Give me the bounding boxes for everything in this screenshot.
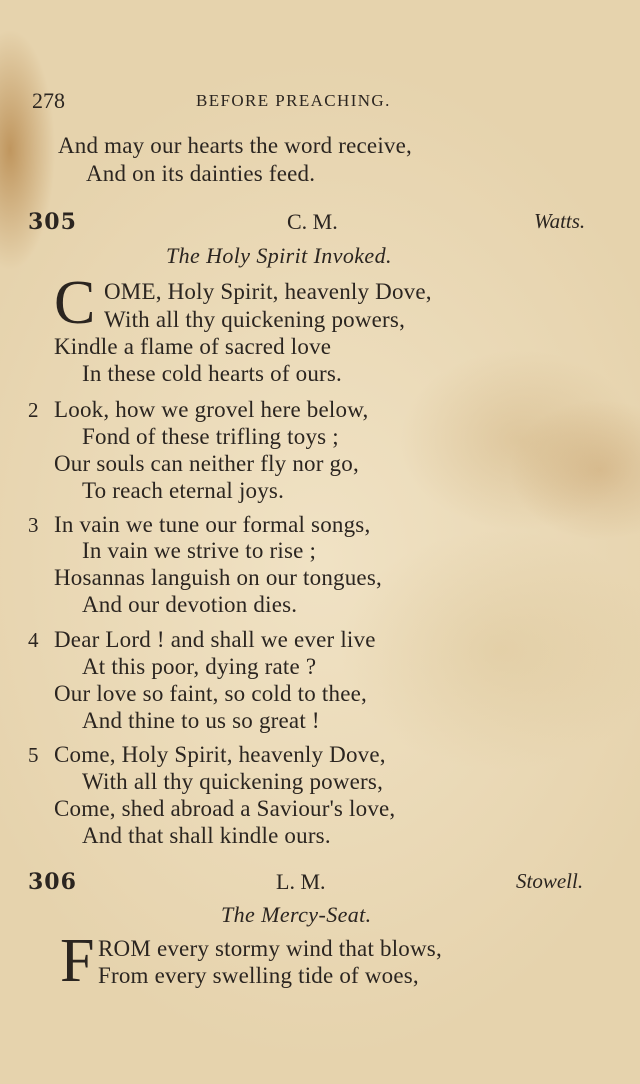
hymn-305-stanza-5-line-2: With all thy quickening powers,: [82, 769, 384, 794]
previous-hymn-line-1: And may our hearts the word receive,: [58, 133, 412, 158]
hymn-306-number: 306: [28, 869, 77, 895]
hymn-306-author: Stowell.: [516, 869, 584, 893]
hymn-305-stanza-1-line-4: In these cold hearts of ours.: [82, 361, 343, 386]
hymn-305-meter: C. M.: [287, 209, 338, 234]
hymn-305-drop-cap: C: [54, 269, 96, 337]
hymn-305-number: 305: [28, 209, 77, 235]
previous-hymn-line-2: And on its dainties feed.: [86, 161, 316, 186]
hymn-305-stanza-5-line-4: And that shall kindle ours.: [82, 823, 331, 848]
hymn-305-stanza-4-line-3: Our love so faint, so cold to thee,: [54, 681, 367, 706]
hymn-305-stanza-5-line-1: Come, Holy Spirit, heavenly Dove,: [54, 742, 386, 767]
hymn-305-stanza-2-line-3: Our souls can neither fly nor go,: [54, 451, 359, 476]
hymn-305-stanza-4-number: 4: [28, 628, 39, 652]
running-title: BEFORE PREACHING.: [196, 91, 391, 110]
hymn-305-stanza-5-line-3: Come, shed abroad a Saviour's love,: [54, 796, 396, 821]
hymn-305-author: Watts.: [534, 209, 586, 233]
hymn-306-title: The Mercy-Seat.: [221, 902, 372, 927]
hymn-305-stanza-3-line-1: In vain we tune our formal songs,: [54, 512, 371, 537]
running-head: [32, 88, 604, 118]
hymn-306-drop-cap: F: [60, 927, 95, 995]
hymn-305-stanza-1-line-1: OME, Holy Spirit, heavenly Dove,: [104, 279, 432, 304]
hymn-305-stanza-4-line-2: At this poor, dying rate ?: [82, 654, 317, 679]
hymn-306-stanza-1-line-1: ROM every stormy wind that blows,: [98, 936, 442, 961]
hymn-305-stanza-2-line-2: Fond of these trifling toys ;: [82, 424, 339, 449]
hymn-305-stanza-1-line-2: With all thy quickening powers,: [104, 307, 406, 332]
hymn-306-meter: L. M.: [276, 869, 326, 894]
hymn-305-stanza-4-line-4: And thine to us so great !: [82, 708, 320, 733]
hymn-305-stanza-2-number: 2: [28, 398, 39, 422]
hymn-305-stanza-2-line-4: To reach eternal joys.: [82, 478, 285, 503]
hymn-305-stanza-4-line-1: Dear Lord ! and shall we ever live: [54, 627, 376, 652]
hymn-305-stanza-3-line-3: Hosannas languish on our tongues,: [54, 565, 382, 590]
page-number: 278: [32, 88, 65, 113]
hymn-305-stanza-2-line-1: Look, how we grovel here below,: [54, 397, 369, 422]
hymn-305-stanza-3-line-4: And our devotion dies.: [82, 592, 298, 617]
hymn-305-stanza-3-number: 3: [28, 513, 39, 537]
hymn-305-title: The Holy Spirit Invoked.: [166, 243, 392, 268]
hymn-305-stanza-3-line-2: In vain we strive to rise ;: [82, 538, 317, 563]
hymn-305-stanza-1-line-3: Kindle a flame of sacred love: [54, 334, 332, 359]
hymn-305-stanza-5-number: 5: [28, 743, 39, 767]
hymn-306-stanza-1-line-2: From every swelling tide of woes,: [98, 963, 419, 988]
